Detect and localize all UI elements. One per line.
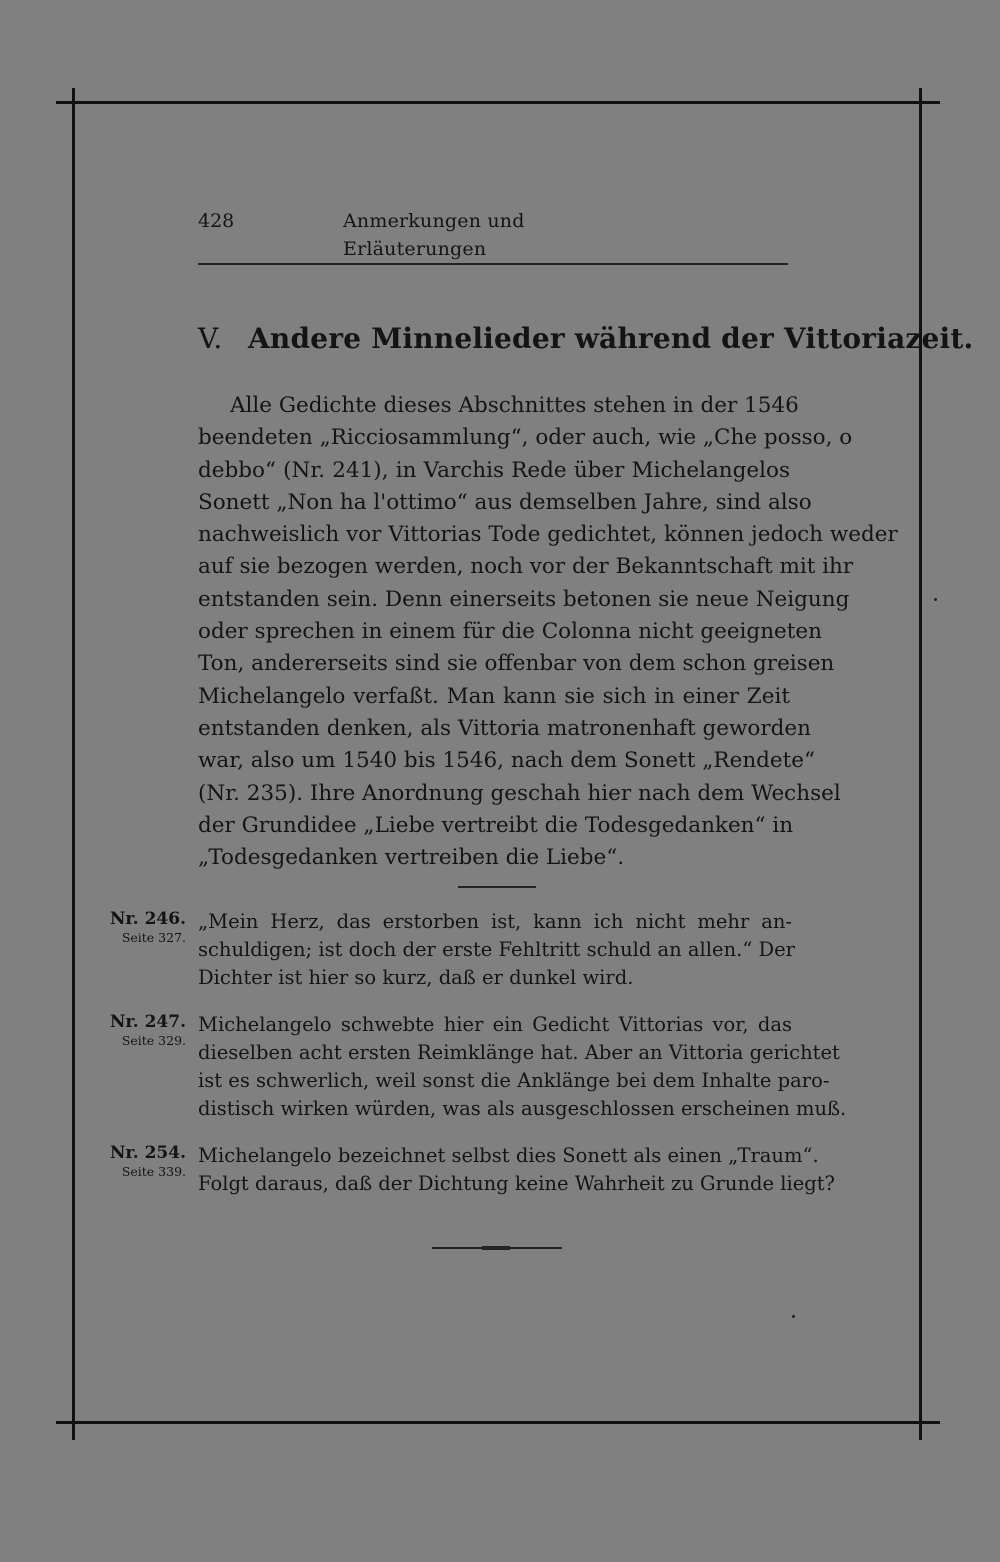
intro-line: Alle Gedichte dieses Abschnittes stehen in der 1546 bbox=[230, 393, 799, 418]
note-line: „Mein Herz, das erstorben ist, kann ich nicht mehr an- bbox=[198, 910, 792, 933]
print-speck bbox=[792, 1315, 795, 1318]
note-reference bbox=[92, 1011, 186, 1049]
note-reference bbox=[92, 1142, 186, 1180]
note-line: Michelangelo schwebte hier ein Gedicht Vittorias vor, das bbox=[198, 1013, 792, 1036]
intro-line: auf sie bezogen werden, noch vor der Bekanntschaft mit ihr bbox=[198, 554, 854, 580]
note-text bbox=[198, 908, 795, 992]
intro-line: Sonett „Non ha l'ottimo“ aus demselben Jahre, sind also bbox=[198, 489, 812, 515]
frame-left-rule bbox=[72, 88, 75, 1440]
intro-line: beendeten „Ricciosammlung“, oder auch, wie „Che posso, o bbox=[198, 425, 853, 451]
frame-top-rule bbox=[56, 101, 940, 104]
note-page-ref: Seite 327. bbox=[121, 930, 186, 945]
note-number: Nr. 246. bbox=[109, 909, 186, 929]
section-heading bbox=[198, 318, 974, 360]
note-line: Dichter ist hier so kurz, daß er dunkel wird. bbox=[198, 966, 634, 989]
note-number: Nr. 247. bbox=[109, 1012, 186, 1032]
section-divider bbox=[458, 886, 536, 888]
note-reference bbox=[92, 908, 186, 946]
header-rule bbox=[198, 263, 788, 265]
intro-line: debbo“ (Nr. 241), in Varchis Rede über Michelangelos bbox=[198, 457, 790, 483]
intro-line: (Nr. 235). Ihre Anordnung geschah hier nach dem Wechsel bbox=[198, 780, 841, 806]
intro-line: Ton, andererseits sind sie offenbar von dem schon greisen bbox=[198, 651, 835, 677]
page-number: 428 bbox=[198, 210, 235, 232]
intro-paragraph bbox=[198, 390, 898, 874]
section-numeral: V. bbox=[198, 322, 223, 355]
intro-line: entstanden denken, als Vittoria matronenhaft geworden bbox=[198, 715, 811, 741]
intro-line: nachweislich vor Vittorias Tode gedichtet, können jedoch weder bbox=[198, 522, 898, 548]
end-ornament-center bbox=[482, 1246, 510, 1250]
intro-line: Michelangelo verfaßt. Man kann sie sich in einer Zeit bbox=[198, 683, 790, 709]
note-text bbox=[198, 1011, 847, 1123]
intro-line: der Grundidee „Liebe vertreibt die Todesgedanken“ in bbox=[198, 812, 794, 838]
section-title: Andere Minnelieder während der Vittoriazeit. bbox=[248, 322, 974, 355]
note-page-ref: Seite 329. bbox=[121, 1033, 186, 1048]
print-speck bbox=[934, 598, 937, 601]
note-line: distisch wirken würden, was als ausgeschlossen erscheinen muß. bbox=[198, 1097, 847, 1120]
note-line: Michelangelo bezeichnet selbst dies Sonett als einen „Traum“. bbox=[198, 1144, 819, 1167]
intro-line: war, also um 1540 bis 1546, nach dem Sonett „Rendete“ bbox=[198, 748, 816, 774]
note-page-ref: Seite 339. bbox=[121, 1164, 186, 1179]
note-text bbox=[198, 1142, 836, 1198]
intro-line: entstanden sein. Denn einerseits betonen sie neue Neigung bbox=[198, 586, 850, 612]
frame-right-rule bbox=[919, 88, 922, 1440]
running-title: Anmerkungen und Erläuterungen bbox=[343, 210, 525, 260]
frame-bottom-rule bbox=[56, 1421, 940, 1424]
note-line: schuldigen; ist doch der erste Fehltritt schuld an allen.“ Der bbox=[198, 938, 795, 961]
intro-line: „Todesgedanken vertreiben die Liebe“. bbox=[198, 845, 625, 871]
intro-line: oder sprechen in einem für die Colonna nicht geeigneten bbox=[198, 619, 822, 645]
note-number: Nr. 254. bbox=[109, 1143, 186, 1163]
note-line: ist es schwerlich, weil sonst die Anklänge bei dem Inhalte paro- bbox=[198, 1069, 830, 1092]
note-line: Folgt daraus, daß der Dichtung keine Wahrheit zu Grunde liegt? bbox=[198, 1172, 836, 1195]
note-line: dieselben acht ersten Reimklänge hat. Aber an Vittoria gerichtet bbox=[198, 1041, 840, 1064]
